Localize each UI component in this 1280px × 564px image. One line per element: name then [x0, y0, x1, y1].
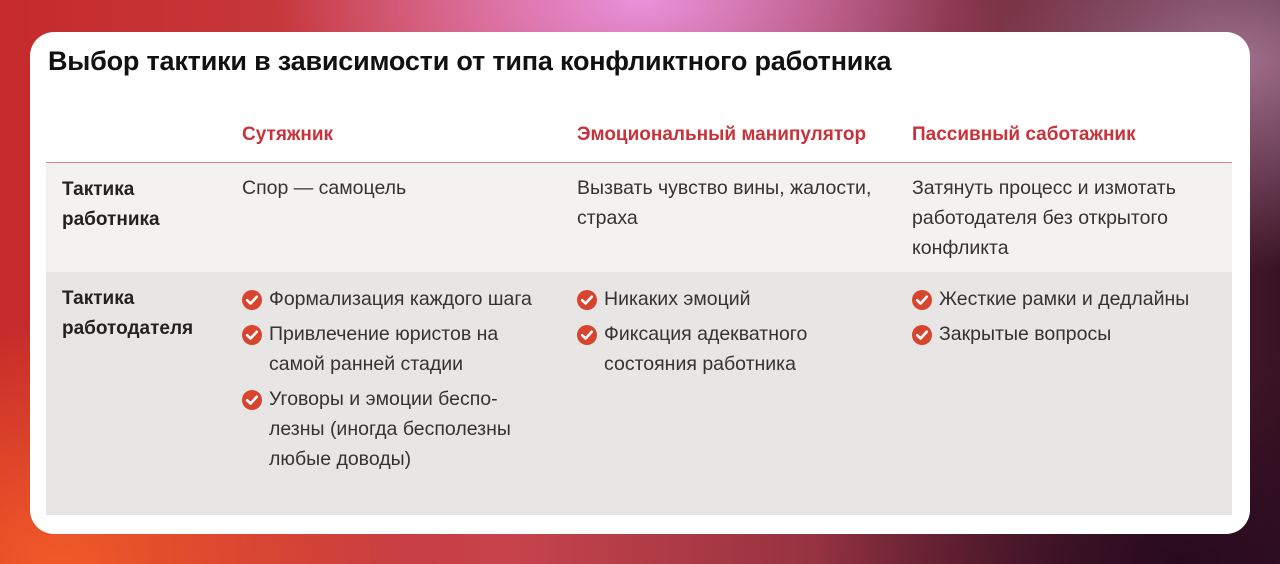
- check-circle-icon: [912, 289, 932, 309]
- list-item: [242, 284, 542, 314]
- check-circle-icon: [912, 324, 932, 344]
- check-circle-icon: [242, 389, 262, 409]
- list-item: [577, 319, 877, 379]
- list-item: [242, 319, 542, 379]
- column-header-saboteur: Пассивный саботажник: [912, 124, 1136, 145]
- list-item-text: Формализация каждого шага: [269, 288, 532, 310]
- check-circle-icon: [577, 289, 597, 309]
- list-item-text: Привлечение юристов на самой ранней стадии: [269, 323, 499, 375]
- content-card: [30, 32, 1250, 534]
- list-item-text: Жесткие рамки и дедлайны: [939, 288, 1190, 310]
- table-row-employee-tactic: [46, 163, 1232, 272]
- list-item: [577, 284, 877, 314]
- row-label: Тактика работодателя: [62, 288, 194, 339]
- check-circle-icon: [577, 324, 597, 344]
- check-circle-icon: [242, 324, 262, 344]
- list-item: [242, 384, 542, 474]
- table-cell: Затянуть процесс и измотать работодателя без открытого конфликта: [912, 177, 1176, 259]
- list-item-text: Закрытые вопросы: [939, 323, 1112, 345]
- table-row-employer-tactic: [46, 272, 1232, 515]
- column-header-manipulator: Эмоциональный манипулятор: [577, 124, 867, 145]
- list-item: [912, 319, 1222, 349]
- page-title: Выбор тактики в зависимости от типа конфликтного работника: [48, 46, 892, 76]
- table-cell: Вызвать чувство вины, жалости, страха: [577, 177, 872, 229]
- list-item-text: Уговоры и эмоции бесполезны (иногда бесполезны любые доводы): [269, 388, 511, 470]
- tactic-list-litigant: [242, 284, 542, 479]
- tactic-list-saboteur: [912, 284, 1222, 354]
- tactic-list-manipulator: [577, 284, 877, 384]
- list-item-text: Фиксация адекватного состояния работника: [604, 323, 808, 375]
- table-cell: Спор — самоцель: [242, 177, 407, 199]
- list-item: [912, 284, 1222, 314]
- list-item-text: Никаких эмоций: [604, 288, 751, 310]
- row-label: Тактика работника: [62, 179, 160, 230]
- check-circle-icon: [242, 289, 262, 309]
- column-header-litigant: Сутяжник: [242, 124, 334, 145]
